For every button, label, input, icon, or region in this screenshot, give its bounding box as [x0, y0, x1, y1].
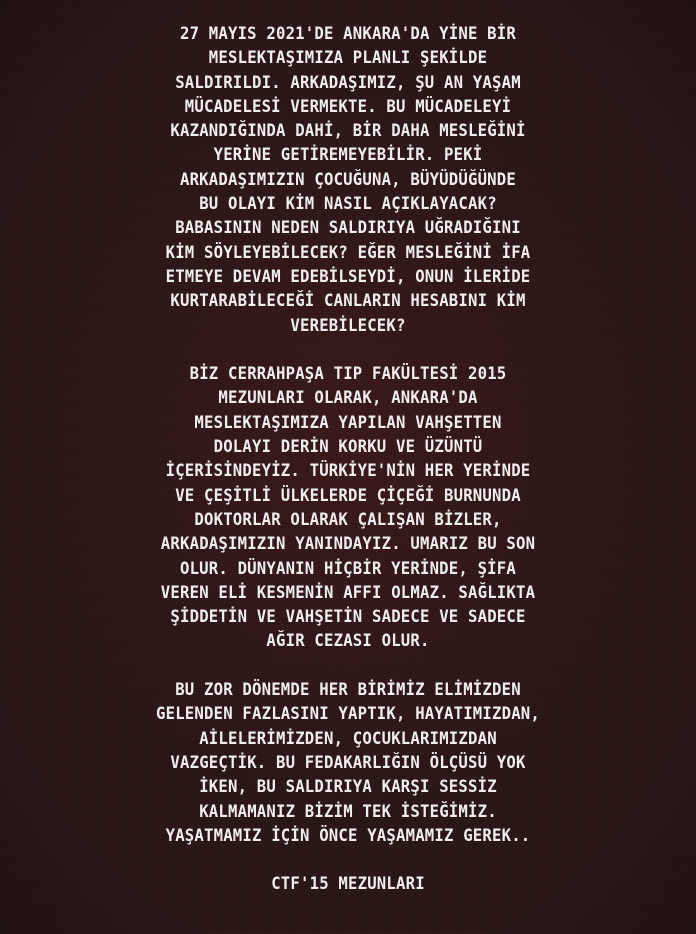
- text-line: KALMAMANIZ BİZİM TEK İSTEĞİMİZ.: [199, 801, 497, 822]
- paragraph-gap: [72, 654, 624, 678]
- text-line: OLUR. DÜNYANIN HİÇBİR YERİNDE, ŞİFA: [179, 558, 517, 579]
- text-line: SALDIRILDI. ARKADAŞIMIZ, ŞU AN YAŞAM: [175, 72, 521, 93]
- text-line: BU ZOR DÖNEMDE HER BİRİMİZ ELİMİZDEN: [175, 680, 521, 701]
- text-line: DOLAYI DERİN KORKU VE ÜZÜNTÜ: [213, 437, 483, 458]
- paragraph-2: [72, 362, 624, 654]
- text-line: İKEN, BU SALDIRIYA KARŞI SESSİZ: [199, 777, 497, 798]
- text-line: ETMEYE DEVAM EDEBİLSEYDİ, ONUN İLERİDE: [165, 266, 531, 287]
- text-line: İÇERİSİNDEYİZ. TÜRKİYE'NİN HER YERİNDE: [165, 461, 531, 482]
- signature: CTF'15 MEZUNLARI: [271, 874, 425, 895]
- paragraph-gap: [72, 848, 624, 872]
- text-line: MESLEKTAŞIMIZA YAPILAN VAHŞETTEN: [194, 412, 502, 433]
- paragraph-1: [72, 22, 624, 338]
- statement-text: [72, 22, 624, 897]
- text-line: MESLEKTAŞIMIZA PLANLI ŞEKİLDE: [208, 48, 488, 69]
- text-line: ARKADAŞIMIZIN ÇOCUĞUNA, BÜYÜDÜĞÜNDE: [179, 169, 517, 190]
- text-line: YAŞATMAMIZ İÇİN ÖNCE YAŞAMAMIZ GEREK..: [165, 825, 531, 846]
- text-line: DOKTORLAR OLARAK ÇALIŞAN BİZLER,: [194, 509, 502, 530]
- text-line: BU OLAYI KİM NASIL AÇIKLAYACAK?: [199, 194, 497, 215]
- text-line: GELENDEN FAZLASINI YAPTIK, HAYATIMIZDAN,: [155, 704, 541, 725]
- text-line: YERİNE GETİREMEYEBİLİR. PEKİ: [213, 145, 483, 166]
- text-line: BABASININ NEDEN SALDIRIYA UĞRADIĞINI: [175, 218, 521, 239]
- text-line: VEREBİLECEK?: [290, 315, 406, 336]
- text-line: BİZ CERRAHPAŞA TIP FAKÜLTESİ 2015: [189, 364, 507, 385]
- text-line: KAZANDIĞINDA DAHİ, BİR DAHA MESLEĞİNİ: [170, 121, 526, 142]
- text-line: MÜCADELESİ VERMEKTE. BU MÜCADELEYİ: [184, 96, 512, 117]
- text-line: KURTARABİLECEĞİ CANLARIN HESABINI KİM: [170, 291, 526, 312]
- text-line: ŞİDDETİN VE VAHŞETİN SADECE VE SADECE: [170, 607, 526, 628]
- text-line: VE ÇEŞİTLİ ÜLKELERDE ÇİÇEĞİ BURNUNDA: [175, 485, 521, 506]
- paragraph-gap: [72, 338, 624, 362]
- text-line: VAZGEÇTİK. BU FEDAKARLIĞIN ÖLÇÜSÜ YOK: [170, 752, 526, 773]
- text-line: 27 MAYIS 2021'DE ANKARA'DA YİNE BİR: [179, 24, 517, 44]
- text-line: VEREN ELİ KESMENİN AFFI OLMAZ. SAĞLIKTA: [160, 582, 536, 603]
- text-line: MEZUNLARI OLARAK, ANKARA'DA: [218, 388, 478, 409]
- text-line: ARKADAŞIMIZIN YANINDAYIZ. UMARIZ BU SON: [160, 534, 536, 555]
- text-line: AĞIR CEZASI OLUR.: [266, 631, 430, 652]
- text-line: AİLELERİMİZDEN, ÇOCUKLARIMIZDAN: [199, 728, 497, 749]
- text-line: KİM SÖYLEYEBİLECEK? EĞER MESLEĞİNİ İFA: [165, 242, 531, 263]
- paragraph-3: [72, 678, 624, 848]
